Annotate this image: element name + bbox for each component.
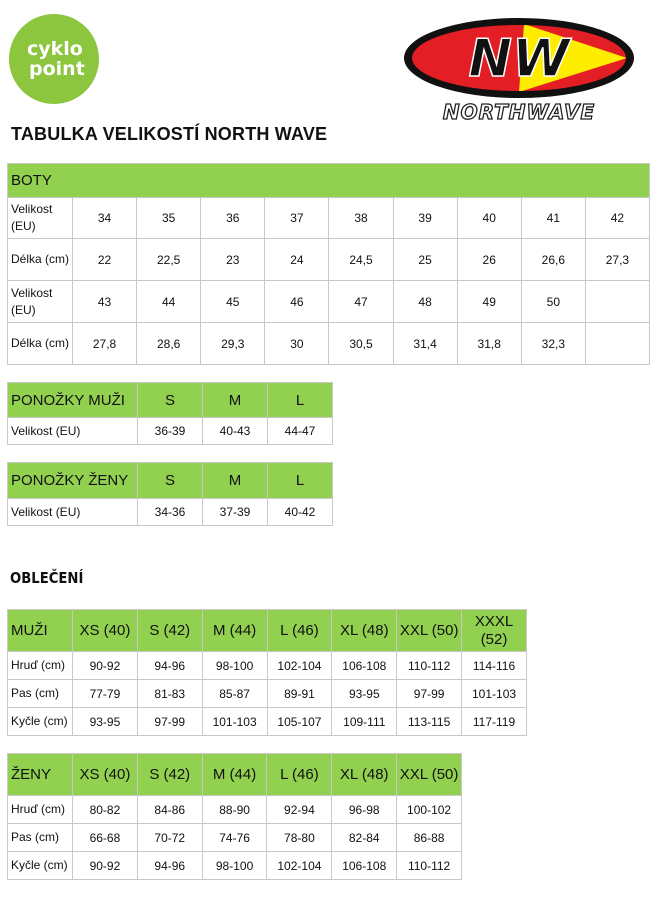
cell: 94-96 <box>137 852 202 880</box>
header-cell: M (44) <box>202 754 267 796</box>
cell: 90-92 <box>73 852 138 880</box>
cell: 117-119 <box>462 708 527 736</box>
page-title: TABULKA VELIKOSTÍ NORTH WAVE <box>11 124 328 144</box>
cell: 34 <box>73 198 137 239</box>
table-row <box>8 824 462 852</box>
section-title-obleceni: OBLEČENÍ <box>10 569 84 587</box>
header-cell: XXL (50) <box>397 754 462 796</box>
cell: 85-87 <box>202 680 267 708</box>
header-cell: XXXL (52) <box>462 610 527 652</box>
cell: 40-42 <box>268 499 333 526</box>
table-row <box>8 652 527 680</box>
cell: 28,6 <box>137 323 201 365</box>
header-cell: XL (48) <box>332 610 397 652</box>
header-cell: PONOŽKY MUŽI <box>8 383 138 418</box>
cell: 114-116 <box>462 652 527 680</box>
cell: 30 <box>265 323 329 365</box>
cell: 37-39 <box>203 499 268 526</box>
cell: 23 <box>201 239 265 281</box>
cell: 31,8 <box>457 323 521 365</box>
cell: 39 <box>393 198 457 239</box>
table-header-row <box>8 754 462 796</box>
table-row <box>8 708 527 736</box>
cell: 113-115 <box>397 708 462 736</box>
cell: 27,8 <box>73 323 137 365</box>
table-row <box>8 323 650 365</box>
cell: 44 <box>137 281 201 323</box>
row-label: Hruď (cm) <box>8 652 73 680</box>
table-header-row <box>8 610 527 652</box>
cell: 89-91 <box>267 680 332 708</box>
cell: 26,6 <box>521 239 585 281</box>
cell: 92-94 <box>267 796 332 824</box>
table-row <box>8 198 650 239</box>
cell: 80-82 <box>73 796 138 824</box>
cell: 30,5 <box>329 323 393 365</box>
northwave-wordmark: NORTHWAVE <box>442 100 596 124</box>
cell: 98-100 <box>202 652 267 680</box>
cell: 24 <box>265 239 329 281</box>
cell: 109-111 <box>332 708 397 736</box>
header-cell: ŽENY <box>8 754 73 796</box>
cell: 42 <box>585 198 649 239</box>
cell: 25 <box>393 239 457 281</box>
header-cell: PONOŽKY ŽENY <box>8 463 138 499</box>
header-cell: XS (40) <box>73 754 138 796</box>
row-label: Velikost (EU) <box>8 198 73 239</box>
table-row <box>8 281 650 323</box>
header-cell: M <box>203 463 268 499</box>
cell: 22 <box>73 239 137 281</box>
cell: 34-36 <box>138 499 203 526</box>
cell: 24,5 <box>329 239 393 281</box>
row-label: Hruď (cm) <box>8 796 73 824</box>
cell: 102-104 <box>267 652 332 680</box>
cell: 40-43 <box>203 418 268 445</box>
cell: 81-83 <box>137 680 202 708</box>
cell <box>585 281 649 323</box>
cell: 22,5 <box>137 239 201 281</box>
cell: 101-103 <box>462 680 527 708</box>
cell: 105-107 <box>267 708 332 736</box>
cyklopoint-logo <box>9 14 99 104</box>
cell: 41 <box>521 198 585 239</box>
cell: 97-99 <box>137 708 202 736</box>
header-cell: XL (48) <box>332 754 397 796</box>
header-cell: XS (40) <box>73 610 138 652</box>
cell: 36-39 <box>138 418 203 445</box>
cell: 27,3 <box>585 239 649 281</box>
cell: 43 <box>73 281 137 323</box>
cell <box>585 323 649 365</box>
cell: 49 <box>457 281 521 323</box>
cell: 40 <box>457 198 521 239</box>
table-row <box>8 418 333 445</box>
header-cell: S (42) <box>137 754 202 796</box>
cell: 82-84 <box>332 824 397 852</box>
table-header-row <box>8 383 333 418</box>
cell: 35 <box>137 198 201 239</box>
cell: 78-80 <box>267 824 332 852</box>
header-cell: S <box>138 463 203 499</box>
cell: 26 <box>457 239 521 281</box>
cyklopoint-logo-line1: cyklo <box>27 38 83 60</box>
cell: 106-108 <box>332 852 397 880</box>
table-row <box>8 239 650 281</box>
cell: 98-100 <box>202 852 267 880</box>
header-cell: S (42) <box>137 610 202 652</box>
obleceni-zeny-table <box>7 753 462 880</box>
header-cell: M (44) <box>202 610 267 652</box>
cell: 96-98 <box>332 796 397 824</box>
row-label: Pas (cm) <box>8 680 73 708</box>
table-row <box>8 499 333 526</box>
table-header-row <box>8 463 333 499</box>
boty-header-row <box>8 164 650 198</box>
row-label: Velikost (EU) <box>8 418 138 445</box>
cell: 93-95 <box>73 708 138 736</box>
header-cell: L <box>268 383 333 418</box>
cell: 93-95 <box>332 680 397 708</box>
cell: 94-96 <box>137 652 202 680</box>
row-label: Pas (cm) <box>8 824 73 852</box>
cell: 46 <box>265 281 329 323</box>
header-cell: L (46) <box>267 610 332 652</box>
row-label: Kyčle (cm) <box>8 852 73 880</box>
cell: 70-72 <box>137 824 202 852</box>
header-cell: M <box>203 383 268 418</box>
cell: 110-112 <box>397 852 462 880</box>
cell: 45 <box>201 281 265 323</box>
row-label: Délka (cm) <box>8 323 73 365</box>
table-row <box>8 680 527 708</box>
header-cell: XXL (50) <box>397 610 462 652</box>
cell: 110-112 <box>397 652 462 680</box>
header-cell: L (46) <box>267 754 332 796</box>
header-cell: L <box>268 463 333 499</box>
cell: 38 <box>329 198 393 239</box>
header-cell: S <box>138 383 203 418</box>
northwave-logo <box>402 14 636 124</box>
cell: 37 <box>265 198 329 239</box>
cell: 66-68 <box>73 824 138 852</box>
cell: 47 <box>329 281 393 323</box>
cell: 77-79 <box>73 680 138 708</box>
row-label: Kyčle (cm) <box>8 708 73 736</box>
row-label: Velikost (EU) <box>8 499 138 526</box>
boty-table <box>7 163 650 365</box>
cell: 44-47 <box>268 418 333 445</box>
cell: 101-103 <box>202 708 267 736</box>
header-cell: MUŽI <box>8 610 73 652</box>
cell: 48 <box>393 281 457 323</box>
row-label: Velikost (EU) <box>8 281 73 323</box>
cyklopoint-logo-line2: point <box>29 58 85 80</box>
ponozky-muzi-table <box>7 382 333 445</box>
cell: 90-92 <box>73 652 138 680</box>
cell: 29,3 <box>201 323 265 365</box>
cell: 84-86 <box>137 796 202 824</box>
cell: 100-102 <box>397 796 462 824</box>
cell: 97-99 <box>397 680 462 708</box>
northwave-emblem-icon <box>402 14 636 100</box>
ponozky-zeny-table <box>7 462 333 526</box>
cell: 50 <box>521 281 585 323</box>
cell: 102-104 <box>267 852 332 880</box>
boty-header: BOTY <box>8 164 650 198</box>
cell: 86-88 <box>397 824 462 852</box>
table-row <box>8 796 462 824</box>
row-label: Délka (cm) <box>8 239 73 281</box>
obleceni-muzi-table <box>7 609 527 736</box>
cell: 106-108 <box>332 652 397 680</box>
cell: 74-76 <box>202 824 267 852</box>
cell: 88-90 <box>202 796 267 824</box>
cell: 32,3 <box>521 323 585 365</box>
cell: 31,4 <box>393 323 457 365</box>
table-row <box>8 852 462 880</box>
northwave-mark: NW <box>468 29 570 89</box>
cell: 36 <box>201 198 265 239</box>
